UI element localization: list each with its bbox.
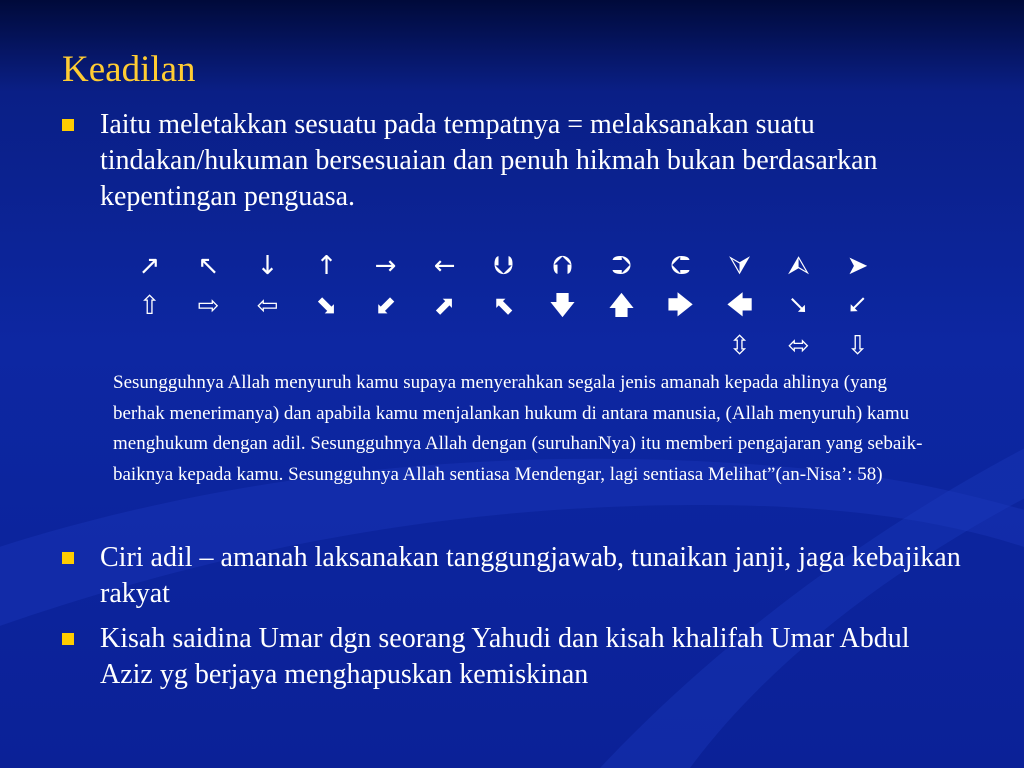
bullet-text: Kisah saidina Umar dgn seorang Yahudi dan kisah khalifah Umar Abdul Aziz yg berjaya menghapuskan kemiskinan	[100, 623, 910, 690]
bold-arrow-left-icon: 🡄	[726, 291, 753, 321]
bullet-item	[62, 540, 962, 612]
bullet-text: Ciri adil – amanah laksanakan tanggungjawab, tunaikan janji, jaga kebajikan rakyat	[100, 542, 961, 609]
bold-arrow-up-left-icon: ⬉	[492, 291, 515, 321]
arrow-left-icon: ←	[433, 251, 456, 281]
arrow-up-right-icon: ↗	[138, 251, 161, 281]
quote-text: Sesungguhnya Allah menyuruh kamu supaya menyerahkan segala jenis amanah kepada ahlinya (yang berhak menerimanya) dan apabila kamu menjalankan hukum di antara manusia, (Allah menyuruh) kamu menghukum dengan adil. Sesungguhnya Allah dengan (suruhanNya) itu memberi pengajaran yang sebaik-baiknya kepada kamu. Sesungguhnya Allah sentiasa Mendengar, lagi sentiasa Melihat”(an-Nisa’: 58)	[113, 372, 923, 485]
bullet-item	[62, 107, 962, 215]
square-bullet-icon	[62, 552, 74, 564]
arrowhead-up-icon: ⮙	[787, 251, 810, 281]
bold-arrow-right-icon: 🡆	[667, 291, 694, 321]
slide-title: Keadilan	[62, 49, 196, 90]
arrow-right-icon: →	[374, 251, 397, 281]
bullet-text: Iaitu meletakkan sesuatu pada tempatnya = melaksanakan suatu tindakan/hukuman bersesuaian dan penuh hikmah bukan berdasarkan kepentingan penguasa.	[100, 109, 878, 212]
bold-arrow-down-left-icon: ⬋	[374, 291, 397, 321]
arrow-symbols-grid	[120, 246, 956, 366]
circle-arrow-left-icon: ⮈	[670, 251, 691, 281]
circle-arrow-right-icon: ⮊	[611, 251, 632, 281]
arrowhead-down-icon: ⮛	[728, 251, 751, 281]
arrow-row-3	[120, 326, 956, 366]
arrow-up-icon: ↑	[315, 251, 338, 281]
arrowhead-right-icon: ➤	[846, 251, 869, 281]
arrow-down-left-icon: ⭩	[849, 291, 866, 321]
arrow-down-icon: ↓	[256, 251, 279, 281]
arrow-up-left-icon: ↖	[197, 251, 220, 281]
square-bullet-icon	[62, 119, 74, 131]
arrow-down-right-icon: ⭨	[790, 291, 807, 321]
bold-arrow-up-right-icon: ⬈	[433, 291, 456, 321]
bold-arrow-up-icon: 🡅	[608, 291, 635, 321]
bold-arrow-down-right-icon: ⬊	[315, 291, 338, 321]
circle-arrow-up-icon: ⮉	[552, 251, 573, 281]
arrow-row-2	[120, 286, 956, 326]
outline-arrow-up-icon: ⇧	[138, 291, 161, 321]
bold-arrow-down-icon: 🡇	[549, 291, 576, 321]
outline-arrow-left-icon: ⇦	[256, 291, 279, 321]
outline-arrow-down-icon: ⇩	[846, 331, 869, 361]
circle-arrow-down-icon: ⮋	[493, 251, 514, 281]
outline-arrow-right-icon: ⇨	[197, 291, 220, 321]
arrow-row-1	[120, 246, 956, 286]
outline-arrow-up-down-icon: ⇳	[728, 331, 751, 361]
bullet-item	[62, 621, 962, 693]
square-bullet-icon	[62, 633, 74, 645]
outline-arrow-left-right-icon: ⬄	[787, 331, 810, 361]
